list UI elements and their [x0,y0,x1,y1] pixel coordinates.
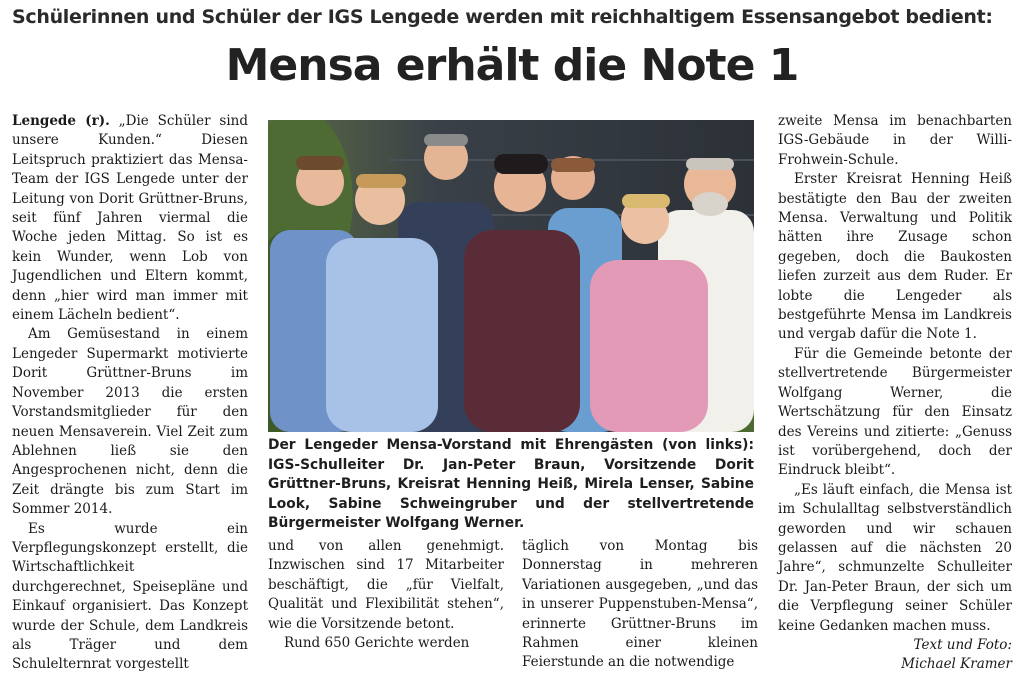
paragraph-1 [12,112,248,325]
photo-caption [268,436,754,534]
paragraph-6: täglich von Montag bis Donnerstag in mehreren Variationen ausgegeben, „und das in unserer Puppenstuben-Mensa“, erinnerte Grüttner-Bruns im Rahmen einer kleinen Feierstunde an die notwendige [522,538,758,671]
paragraph-3: Es wurde ein Verpflegungskonzept erstellt, die Wirtschaftlichkeit durchgerechnet, Speisepläne und Einkauf organisiert. Das Konzept wurde der Schule, dem Landkreis als Träger und dem Schulelternrat vorgestellt [12,520,248,673]
article-column-4 [778,112,1012,675]
group-photo-image [268,120,754,432]
paragraph-1-text: „Die Schüler sind unsere Kunden.“ Diesen Leitspruch praktiziert das Mensa-Team der IGS Lengede unter der Leitung von Dorit Grüttner-Bruns, seit fünf Jahren viermal die Woche jeden Mittag. So ist es kein Wunder, wenn Lob von Jugendlichen und Eltern kommt, denn „hier wird man immer mit einem Lächeln bedient“. [12,113,248,324]
article-headline: Mensa erhält die Note 1 [225,40,799,91]
article-kicker: Schülerinnen und Schüler der IGS Lengede werden mit reichhaltigem Essensangebot bedient: [12,6,993,28]
article-column-3 [522,537,758,673]
paragraph-2: Am Gemüsestand in einem Lengeder Supermarkt motivierte Dorit Grüttner-Bruns im November 2013 die ersten Vorstandsmitglieder für den neuen Mensaverein. Viel Zeit zum Ablehnen ließ sie den Angesprochenen nicht, denn die Zeit drängte bis zum Start im Sommer 2014. [12,326,248,518]
group-photo [268,120,754,432]
paragraph-5: Rund 650 Gerichte werden [284,635,470,652]
photo-caption-text: Der Lengeder Mensa-Vorstand mit Ehrengästen (von links): IGS-Schulleiter Dr. Jan-Peter Braun, Vorsitzende Dorit Grüttner-Bruns, Kreisrat Henning Heiß, Mirela Lenser, Sabine Look, Sabine Schweingruber und der stellvertretende Bürgermeister Wolfgang Werner. [268,437,754,532]
dateline: Lengede (r). [12,113,110,129]
paragraph-7: zweite Mensa im benachbarten IGS-Gebäude in der Willi-Frohwein-Schule. [778,113,1012,168]
paragraph-4: und von allen genehmigt. Inzwischen sind 17 Mitarbeiter beschäftigt, die „für Vielfalt, Qualität und Flexibilität stehen“, wie die Vorsitzende betont. [268,538,504,632]
article-column-1 [12,112,248,675]
author-credit-name: Michael Kramer [901,656,1012,673]
author-credit-label: Text und Foto: [913,636,1012,653]
paragraph-10: „Es läuft einfach, die Mensa ist im Schulalltag selbstverständlich geworden und wir schauen gelassen auf die nächsten 20 Jahre“, schmunzelte Schulleiter Dr. Jan-Peter Braun, der sich um die Verpflegung seiner Schüler keine Gedanken machen muss. [778,481,1012,634]
article-column-2 [268,537,504,653]
paragraph-9: Für die Gemeinde betonte der stellvertretende Bürgermeister Wolfgang Werner, die Wertschätzung für den Einsatz des Vereins und zitierte: „Genuss ist vorübergehend, doch der Eindruck bleibt“. [778,345,1012,479]
paragraph-8: Erster Kreisrat Henning Heiß bestätigte den Bau der zweiten Mensa. Verwaltung und Politik hätten ihre Zusage schon gegeben, doch die Baukosten liefen zurzeit aus dem Ruder. Er lobte die Lengeder als bestgeführte Mensa im Landkreis und vergab dafür die Note 1. [778,171,1012,343]
